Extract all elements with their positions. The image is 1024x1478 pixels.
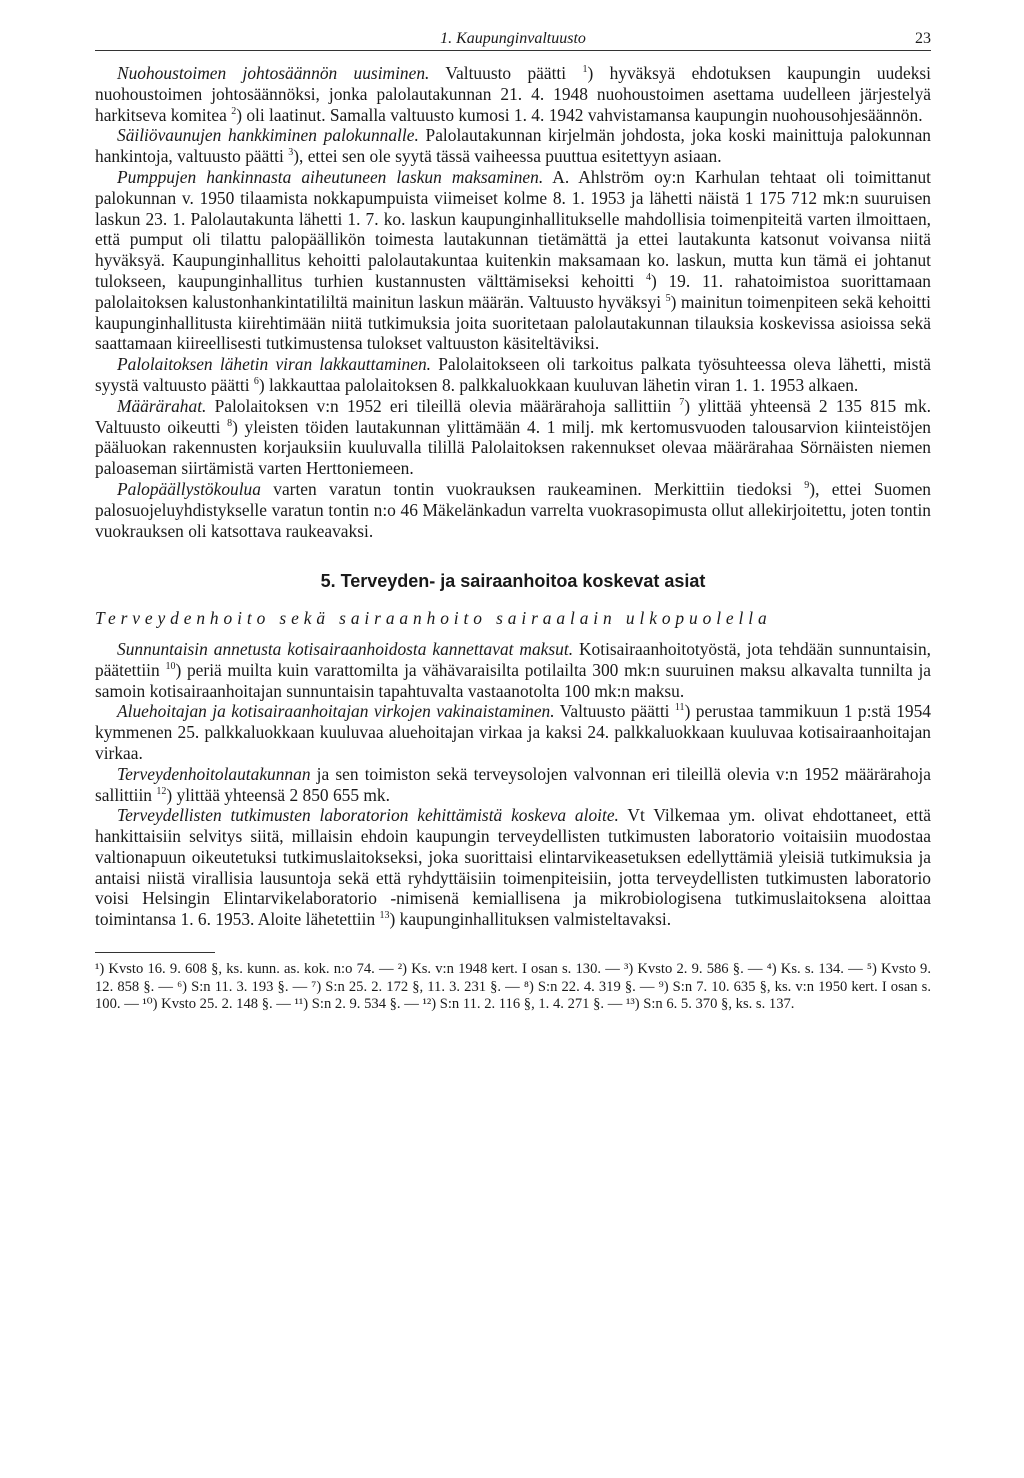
paragraph-title: Pumppujen hankinnasta aiheutuneen laskun maksaminen. [117, 166, 544, 187]
paragraph-lahetti [95, 354, 931, 396]
subsection-heading: Terveydenhoito sekä sairaanhoito sairaalain ulkopuolella [95, 608, 772, 629]
footnote-ref: 8 [227, 417, 233, 429]
page-number: 23 [915, 30, 931, 47]
footnote-ref: 11 [674, 702, 685, 714]
footnote-ref: 1 [582, 64, 588, 76]
footnote-divider [95, 952, 215, 953]
paragraph-title: Palolaitoksen lähetin viran lakkauttaminen. [117, 354, 431, 375]
paragraph-maararahat [95, 396, 931, 479]
paragraph-text: ) lakkauttaa palolaitoksen 8. palkkaluokkaan kuuluvan lähetin viran 1. 1. 1953 alkaen. [258, 374, 859, 395]
paragraph-text: ), ettei sen ole syytä tässä vaiheessa puuttua esitettyyn asiaan. [293, 146, 722, 167]
paragraph-title: Terveydenhoitolautakunnan [117, 763, 311, 784]
paragraph-sailiovaunut [95, 125, 931, 167]
footnote-ref: 10 [165, 660, 176, 672]
paragraph-title: Nuohoustoimen johtosäännön uusiminen. [117, 63, 430, 83]
paragraph-palopaallystokoulu [95, 479, 931, 541]
body-top [95, 63, 931, 541]
paragraph-nuohoustoimi [95, 63, 931, 125]
paragraph-title: Määrärahat. [117, 395, 207, 416]
footnote-ref: 13 [379, 910, 390, 922]
paragraph-aluehoitajat [95, 701, 931, 763]
paragraph-text: ) periä muilta kuin varattomilta ja vähävaraisilta potilailta 300 mk:n suuruinen maksu alkavalta tunnilta ja samoin kotisairaanhoitajan sunnuntaisin tapahtuvalta vastaanotolta 100 mk:n maksu. [95, 659, 931, 701]
paragraph-terveydenhoitolautakunta [95, 764, 931, 806]
paragraph-text: ) ylittää yhteensä 2 135 815 mk. Valtuusto oikeutti [95, 395, 931, 437]
footnote-ref: 5 [665, 292, 671, 304]
paragraph-text: Palolautakunnan kirjelmän johdosta, joka koski mainittuja palokunnan hankintoja, valtuusto päätti [95, 125, 931, 167]
paragraph-text: ) kaupunginhallituksen valmisteltavaksi. [389, 909, 672, 930]
paragraph-laboratorio [95, 805, 931, 930]
paragraph-text: Valtuusto päätti [554, 701, 675, 722]
paragraph-text: ja sen toimiston sekä terveysolojen valvonnan eri tileillä olevia v:n 1952 määrärahoja sallittiin [95, 763, 931, 805]
paragraph-text: ) hyväksyä ehdotuksen kaupungin uudeksi nuohoustoimen johtosäännöksi, jonka palolautakunnan 21. 4. 1948 nuohoustoimen asettama uudelleen järjestelyä harkitseva komitea [95, 63, 931, 125]
paragraph-text: ) 19. 11. rahatoimistoa suorittamaan palolaitoksen kalustonhankintatililtä mainitun laskun määrän. Valtuusto hyväksyi [95, 270, 931, 312]
paragraph-sunnuntaimaksut [95, 639, 931, 701]
running-title: 1. Kaupunginvaltuusto [440, 30, 586, 47]
paragraph-title: Säiliövaunujen hankkiminen palokunnalle. [117, 125, 419, 146]
paragraph-title: Palopäällystökoulua [117, 478, 261, 499]
footnote-ref: 9 [804, 480, 810, 492]
footnote-ref: 3 [288, 147, 294, 159]
footnote-ref: 7 [679, 396, 685, 408]
paragraph-text: ) mainitun toimenpiteen sekä kehoitti kaupunginhallitusta kiirehtimään niitä tutkimuksia joita suoritetaan palolautakunnan tilauksia koskevissa asioissa sekä saattamaan kiireellisesti tutkimustensa tulokset valtuuston käsiteltäviksi. [95, 291, 931, 354]
paragraph-title: Aluehoitajan ja kotisairaanhoitajan virkojen vakinaistaminen. [117, 701, 555, 722]
paragraph-title: Terveydellisten tutkimusten laboratorion kehittämistä koskeva aloite. [117, 805, 619, 826]
footnote-ref: 4 [645, 272, 651, 284]
paragraph-text: Palolaitoksen v:n 1952 eri tileillä olevia määrärahoja sallittiin [206, 395, 680, 416]
paragraph-text: Palolaitokseen oli tarkoitus palkata työsuhteessa oleva lähetti, mistä syystä valtuusto päätti [95, 354, 931, 395]
running-header [95, 24, 931, 51]
paragraph-text: ), ettei Suomen palosuojeluyhdistykselle varatun tontin n:o 46 Mäkelänkadun varrelta vuokrasopimusta ollut allekirjoitettu, joten tontin vuokrauksen oli katsottava raukeavaksi. [95, 478, 931, 541]
paragraph-title: Sunnuntaisin annetusta kotisairaanhoidosta kannettavat maksut. [117, 638, 574, 659]
paragraph-text: ) yleisten töiden lautakunnan ylittämään 4. 1 milj. mk kertomusvuoden talousarvion kiinteistöjen pääluokan rakennusten korjauksiin kuuluvalla tilillä Palolaitoksen rakennukset olevaa määrärahaa Sörnäisten niemen paloaseman siirtämistä varten Herttoniemeen. [95, 416, 932, 479]
body-bottom [95, 639, 931, 930]
footnotes: ¹) Kvsto 16. 9. 608 §, ks. kunn. as. kok. n:o 74. — ²) Ks. v:n 1948 kert. I osan s. 130. — ³) Kvsto 2. 9. 586 §. — ⁴) Ks. s. 134. — ⁵) Kvsto 9. 12. 858 §. — ⁶) S:n 11. 3. 193 §. — ⁷) S:n 25. 2. 172 §, 11. 3. 231 §. — ⁸) S:n 22. 4. 319 §. — ⁹) S:n 7. 10. 635 §, ks. v:n 1950 kert. I osan s. 100. — ¹⁰) Kvsto 25. 2. 148 §. — ¹¹) S:n 2. 9. 534 §. — ¹²) S:n 11. 2. 116 §, 1. 4. 271 §. — ¹³) S:n 6. 5. 370 §, ks. s. 137. [95, 961, 931, 1013]
paragraph-text: ) oli laatinut. Samalla valtuusto kumosi 1. 4. 1942 vahvistamansa kaupungin nuohousohjesäännön. [236, 104, 923, 125]
footnote-ref: 2 [231, 105, 237, 117]
footnote-ref: 12 [156, 785, 167, 797]
section-heading: 5. Terveyden- ja sairaanhoitoa koskevat asiat [320, 571, 706, 592]
paragraph-text: ) perustaa tammikuun 1 p:stä 1954 kymmenen 25. palkkaluokkaan kuuluvaa aluehoitajan virkaa ja kaksi 24. palkkaluokkaan kuuluvaa kotisairaanhoitajan virkaa. [95, 701, 931, 763]
paragraph-text: Vt Vilkemaa ym. olivat ehdottaneet, että hankittaisiin selvitys siitä, millaisin ehdoin kaupungin terveydellisten tutkimusten laboratorio voitaisiin muodostaa valtionapuun oikeutetuksi tutkimuslaitokseksi, joka suorittaisi elintarvikeasetuksen edellyttämiä yleisiä tutkimuksia ja antaisi niistä virallisia lausuntoja sekä että ryhdyttäisiin toimenpiteisiin, jotta terveydellisten tutkimusten laboratorio voisi Helsingin Elintarvikelaboratorio -nimisenä kemiallisena ja mikrobiologisena tutkimuslaitoksena aloittaa toimintansa 1. 6. 1953. Aloite lähetettiin [95, 805, 931, 930]
paragraph-text: A. Ahlström oy:n Karhulan tehtaat oli toimittanut palokunnan v. 1950 tilaamista nokkapumpuista viimeiset kolme 8. 1. 1953 ja lähetti näistä 1 175 712 mk:n suuruisen laskun 23. 1. Palolautakunta lähetti 1. 7. ko. laskun kaupunginhallitukselle mahdollisia toimenpiteitä varten ilmoittaen, että pumput oli tilattu palopäällikön toimesta lautakunnan tietämättä ja ettei lautakunta katsonut voivansa niitä hyväksyä. Kaupunginhallitus kehoitti palolautakuntaa kuitenkin maksamaan ko. laskun, mutta kun tämä ei johtanut tulokseen, kaupunginhallitus turhien kustannusten välttämiseksi kehoitti [95, 166, 931, 291]
paragraph-text: ) ylittää yhteensä 2 850 655 mk. [166, 784, 390, 805]
paragraph-text: Kotisairaanhoitotyöstä, jota tehdään sunnuntaisin, päätettiin [95, 638, 931, 680]
paragraph-text: Valtuusto päätti [429, 63, 583, 83]
paragraph-pumput [95, 167, 931, 354]
paragraph-text: varten varatun tontin vuokrauksen raukeaminen. Merkittiin tiedoksi [260, 478, 805, 499]
footnote-ref: 6 [253, 376, 259, 388]
